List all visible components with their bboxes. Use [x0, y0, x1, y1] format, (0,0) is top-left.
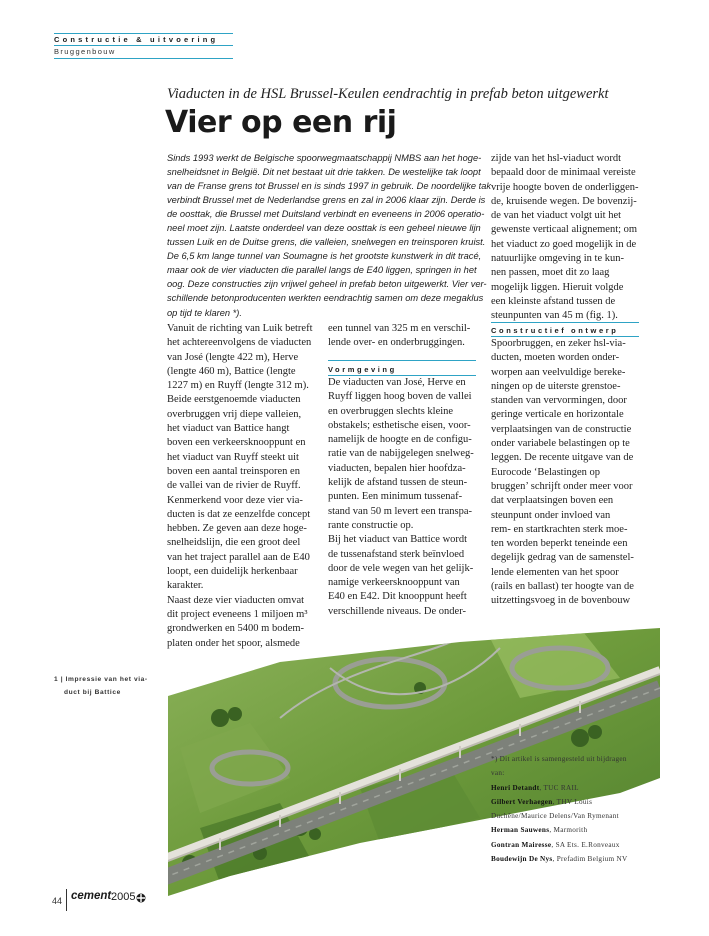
subhead-rule-constructief	[491, 322, 639, 323]
body-column-3	[491, 337, 641, 609]
subsection-label: Bruggenbouw	[54, 47, 116, 56]
body-line: dit project eveneens 1 miljoen m³	[167, 608, 308, 620]
body-line: De viaducten van José, Herve en	[328, 377, 466, 388]
body-line: ducten, moeten worden onder-	[491, 352, 620, 364]
body-line: namelijk de hoogte en de configu-	[328, 434, 472, 446]
header-rule-bottom	[54, 58, 233, 59]
contributor	[491, 852, 671, 866]
body-column-2-top	[328, 322, 478, 351]
body-line: lende over- en onderbruggingen.	[328, 337, 465, 349]
body-line: het achtereenvolgens de viaducten	[167, 337, 312, 349]
article-kicker: Viaducten in de HSL Brussel-Keulen eendrachtig in prefab beton uitgewerkt	[167, 86, 609, 102]
caption-divider: |	[60, 676, 64, 683]
body-line: Eurocode ‘Belastingen op	[491, 466, 601, 478]
lead-line: Sinds 1993 werkt de Belgische spoorwegmaatschappij NMBS aan het hoge-	[167, 153, 482, 163]
body-column-2	[328, 376, 478, 619]
lead-line: oog. Deze constructies zijn vrijwel geheel in prefab beton uitgewerkt. Vier ver-	[167, 279, 487, 290]
body-column-3-top	[491, 152, 641, 324]
note-intro: *) Dit artikel is samengesteld uit bijdragen	[491, 755, 627, 763]
lead-line: tussen Luik en de Duitse grens, die valleien, snelwegen en treinsporen kruist.	[167, 237, 486, 248]
lead-line: verbindt Brussel met de Nederlandse grens en zal in 2006 klaar zijn. Derde is	[167, 195, 486, 206]
body-line: ratie van de nabijgelegen snelweg-	[328, 448, 474, 460]
body-line: uitzettingsvoeg in de bovenbouw	[491, 595, 631, 607]
caption-text: Impressie van het via-	[65, 676, 148, 683]
body-line: natuurlijke omgeving in te kun-	[491, 253, 624, 265]
body-line: degelijk gedrag van de samenstel-	[491, 552, 634, 564]
article-title: Vier op een rij	[165, 105, 397, 140]
body-line: 1227 m) en Ruyff (lengte 312 m).	[167, 380, 309, 392]
body-line: door de vele wegen van het gelijk-	[328, 562, 474, 574]
body-line: van José (lengte 422 m), Herve	[167, 351, 299, 363]
body-line: obstakels; esthetische eisen, voor-	[328, 419, 471, 431]
body-line: ten worden beperkt teneinde een	[491, 538, 628, 550]
contributor	[491, 823, 671, 837]
lead-line: schillende betonproducenten werkten eendrachtig samen om deze megaklus	[167, 293, 484, 304]
body-line: boven een verkeersknooppunt en	[167, 437, 306, 449]
contributor-org: , SA Ets. E.Ronveaux	[551, 840, 620, 849]
page-number: 44	[52, 896, 63, 906]
contributor-name: Henri Detandt	[491, 783, 540, 792]
contributor	[491, 809, 671, 823]
body-line: stand van 50 m levert een transpa-	[328, 505, 473, 517]
body-line: (lengte 460 m), Battice (lengte	[167, 365, 296, 377]
body-line: bepaald door de minimaal vereiste	[491, 167, 636, 179]
contributor-org: , THV Louis	[552, 797, 593, 806]
body-line: het viaduct zo goed mogelijk in de	[491, 238, 637, 250]
body-line: het viaduct van Ruyff steekt uit	[167, 451, 299, 463]
contributor-name: Herman Sauwens	[491, 826, 550, 835]
body-line: Vanuit de richting van Luik betreft	[167, 323, 313, 334]
lead-line: op tijd te klaren *).	[167, 307, 242, 318]
body-line: de tussenafstand sterk beïnvloed	[328, 548, 465, 560]
figure-caption	[54, 673, 154, 699]
body-line: verschillende niveaus. De onder-	[328, 605, 466, 617]
body-line: namige verkeersknooppunt van	[328, 577, 460, 589]
contributor-org: , Marmorith	[549, 826, 588, 835]
body-line: standen van vervormingen, door	[491, 395, 627, 407]
body-line: punten. Een minimum tussenaf-	[328, 491, 463, 503]
body-line: verplaatsingen van de constructie	[491, 423, 632, 435]
body-line: Ruyff liggen hoog boven de vallei	[328, 391, 472, 403]
body-line: Naast deze vier viaducten omvat	[167, 594, 305, 606]
body-line: Spoorbruggen, en zeker hsl-via-	[491, 338, 626, 349]
section-label: Constructie & uitvoering	[54, 35, 219, 44]
contributor	[491, 781, 671, 795]
contributor-name: Boudewijn De Nys	[491, 855, 553, 864]
note-intro-2: van:	[491, 769, 505, 778]
contributor-org: , Prefadim Belgium NV	[552, 855, 628, 864]
body-line: nen passen, moet dit zo laag	[491, 267, 610, 279]
magazine-year: 2005	[111, 891, 136, 903]
header-rule-middle	[54, 45, 233, 46]
body-line: de vallei van de rivier de Ruyff.	[167, 480, 301, 492]
lead-line: maar ook de vier viaducten die parallel langs de E40 liggen, springen in het	[167, 265, 477, 276]
footer-divider	[66, 889, 67, 911]
lead-line: snelheidsnet in België. Dit net bestaat uit drie takken. De westelijke tak loopt	[167, 167, 481, 178]
body-line: geringe verticale en horizontale	[491, 409, 624, 421]
body-line: lende elementen van het spoor	[491, 566, 619, 578]
caption-number: 1	[54, 676, 59, 683]
body-line: en overbruggen slechts kleine	[328, 405, 454, 417]
body-line: Kenmerkend voor deze vier via-	[167, 494, 303, 506]
body-line: gewenste verticaal alignement; om	[491, 224, 638, 236]
lead-line: De 6,5 km lange tunnel van Soumagne is het grootste kunstwerk in dit tracé,	[167, 251, 482, 262]
body-line: zijde van het hsl-viaduct wordt	[491, 153, 622, 164]
lead-line: van de Franse grens tot Brussel en is sinds 1997 in gebruik. De noordelijke tak	[167, 181, 492, 192]
body-line: ningen op de uiterste grenstoe-	[491, 380, 621, 392]
body-line: rante constructie op.	[328, 519, 414, 531]
contributor	[491, 795, 671, 809]
body-line: dat verplaatsingen boven een	[491, 495, 614, 507]
body-line: leggen. De recente uitgave van de	[491, 452, 634, 464]
body-line: steunpunt onder invloed van	[491, 509, 611, 521]
body-line: mogelijk liggen. Hieruit volgde	[491, 281, 624, 293]
body-line: het viaduct van Battice hangt	[167, 423, 290, 435]
body-line: een tunnel van 325 m en verschil-	[328, 323, 471, 334]
header-rule-top	[54, 33, 233, 34]
caption-text-2: duct bij Battice	[64, 689, 121, 696]
lead-line: neel moet zijn. Laatste onderdeel van deze oosttak is een geheel nieuwe lijn	[167, 223, 481, 234]
body-line: vrije hoogte boven de onderliggen-	[491, 181, 639, 193]
body-line: de van het viaduct volgt uit het	[491, 210, 622, 222]
body-line: boven een aantal treinsporen en	[167, 465, 300, 477]
author-note	[491, 752, 671, 866]
brand-logo-icon	[136, 893, 146, 903]
body-line: karakter.	[167, 580, 204, 592]
article-lead	[167, 151, 492, 320]
body-line: overbruggen vrij diepe valleien,	[167, 408, 302, 420]
magazine-brand: cement	[71, 890, 112, 902]
body-line: Bij het viaduct van Battice wordt	[328, 534, 468, 546]
body-line: Beide eerstgenoemde viaducten	[167, 394, 301, 406]
subhead-constructief-ontwerp: Constructief ontwerp	[491, 326, 619, 335]
body-line: steunpunten van 45 m (fig. 1).	[491, 310, 618, 322]
contributor-name: Gontran Mairesse	[491, 840, 552, 849]
body-line: hebben. Ze geven aan deze hoge-	[167, 523, 307, 535]
subhead-rule-vormgeving	[328, 360, 476, 361]
subhead-vormgeving: Vormgeving	[328, 365, 397, 374]
body-line: van het traject parallel aan de E40	[167, 551, 310, 563]
lead-line: de oosttak, die Brussel met Duitsland verbindt en eveneens in 2006 operatio-	[167, 209, 485, 220]
body-line: grondwerken en 5400 m bodem-	[167, 623, 305, 635]
contributor-org: Duchêne/Maurice Delens/Van Rymenant	[491, 812, 619, 821]
body-line: ducten is dat ze eenzelfde concept	[167, 508, 311, 520]
body-line: (rails en ballast) ter hoogte van de	[491, 581, 634, 593]
body-line: onder variabele belastingen op te	[491, 438, 630, 450]
body-column-1	[167, 322, 317, 651]
body-line: viaducten, bepalen hier hoofdza-	[328, 462, 466, 474]
body-line: de, kruisende wegen. De bovenzij-	[491, 195, 637, 207]
contributor	[491, 838, 671, 852]
body-line: rem- en startkrachten sterk moe-	[491, 523, 628, 535]
body-line: snelheidslijn, die een groot deel	[167, 537, 301, 549]
body-line: platen onder het spoor, alsmede	[167, 637, 300, 649]
body-line: loopt, een duidelijk herkenbaar	[167, 566, 298, 578]
body-line: kelijk de afstand tussen de steun-	[328, 477, 468, 489]
body-line: een kleinste afstand tussen de	[491, 295, 616, 307]
contributor-name: Gilbert Verhaegen	[491, 797, 553, 806]
body-line: E40 en E42. Dit knooppunt heeft	[328, 591, 467, 603]
contributor-org: , TUC RAIL	[539, 783, 579, 792]
body-line: worpen aan veelvuldige bereke-	[491, 366, 626, 378]
body-line: bruggen’ schrijft onder meer voor	[491, 480, 633, 492]
